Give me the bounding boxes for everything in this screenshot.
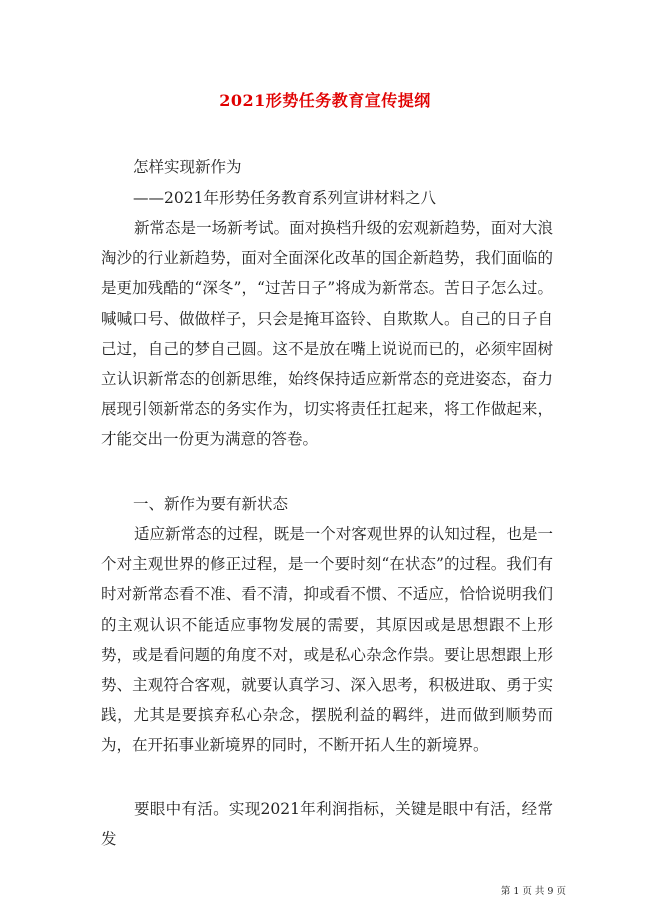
document-title: 2021形势任务教育宣传提纲 — [219, 91, 431, 110]
paragraph-1: 新常态是一场新考试。面对换档升级的宏观新趋势，面对大浪淘沙的行业新趋势，面对全面深化改革的国企新趋势，我们面临的是更加残酷的“深冬”，“过苦日子”将成为新常态。苦日子怎么过。喊喊口号、做做样子，只会是掩耳盗铃、自欺欺人。自己的日子自己过，自己的梦自己圆。这不是放在嘴上说说而已的，必须牢固树立认识新常态的创新思维，始终保持适应新常态的竞进姿态，奋力展现引领新常态的务实作为，切实将责任扛起来，将工作做起来，才能交出一份更为满意的答卷。 — [101, 219, 553, 449]
page-indicator: 第 1 页 共 9 页 — [500, 886, 566, 897]
section-heading-1: 一、新作为要有新状态 — [133, 495, 289, 513]
paragraph-2: 适应新常态的过程，既是一个对客观世界的认知过程，也是一个对主观世界的修正过程，是一个要时刻“在状态”的过程。我们有时对新常态看不准、看不清，抑或看不惯、不适应，恰恰说明我们的主观认识不能适应事物发展的需要，其原因或是思想跟不上形势，或是看问题的角度不对，或是私心杂念作祟。要让思想跟上形势、主观符合客观，就要认真学习、深入思考，积极进取、勇于实践，尤其是要摈弃私心杂念，摆脱利益的羁绊，进而做到顺势而为，在开拓事业新境界的同时，不断开拓人生的新境界。 — [101, 525, 553, 755]
series-line: ——2021年形势任务教育系列宣讲材料之八 — [133, 189, 436, 207]
paragraph-3: 要眼中有活。实现2021年利润指标，关键是眼中有活，经常发 — [101, 800, 553, 849]
document-subtitle: 怎样实现新作为 — [133, 158, 242, 176]
